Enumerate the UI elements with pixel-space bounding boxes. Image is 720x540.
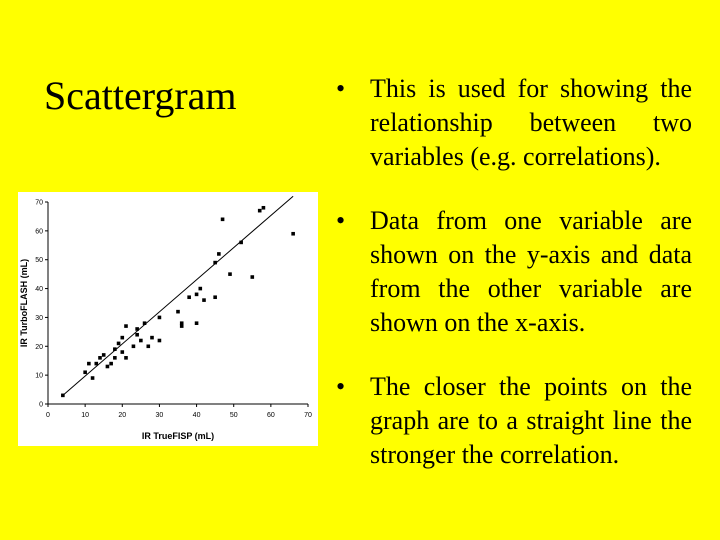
scatter-point [117,342,121,346]
x-tick-label: 70 [304,412,312,419]
scatter-point [102,353,106,357]
bullet-list [330,72,692,502]
scatter-point [109,362,113,366]
scatter-point [250,275,254,279]
bullet-text: This is used for showing the relationship between two variables (e.g. correlations). [370,74,692,171]
x-tick-label: 60 [266,412,275,419]
scatter-point [120,350,124,354]
scatter-plot-svg [18,192,318,446]
scatter-point [221,218,225,222]
bullet-item [330,370,692,472]
scatter-point [113,356,117,360]
scatter-point [61,394,65,398]
scatter-point [113,347,117,351]
scatter-point [158,339,162,343]
bullet-glyph: • [336,206,346,235]
scatter-point [198,287,202,291]
bullet-glyph: • [336,372,346,401]
x-tick-label: 0 [46,412,50,419]
bullet-glyph: • [336,74,346,103]
scatter-point [135,333,139,337]
x-tick-label: 10 [81,412,90,419]
scatter-point [124,324,128,328]
y-tick-label: 60 [35,228,43,236]
scatter-point [83,370,87,374]
x-tick-label: 50 [229,412,238,419]
trend-line [63,196,293,395]
y-tick-label: 0 [39,401,43,409]
scatter-point [258,209,262,213]
bullet-text: The closer the points on the graph are to a straight line the stronger the correlation. [370,372,692,469]
scatter-point [187,295,191,299]
y-tick-label: 40 [35,286,43,294]
scatter-point [143,321,147,325]
y-axis-label: IR TurboFLASH (mL) [19,258,29,348]
scatter-point [146,344,150,348]
bullet-text: Data from one variable are shown on the y-axis and data from the other variable are shown on the x-axis. [370,206,692,337]
scatter-point [262,206,266,210]
scatter-point [135,327,139,331]
x-tick-label: 40 [192,412,201,419]
scatter-point [228,272,232,276]
scatter-point [195,293,199,297]
scatter-point [150,336,154,340]
scatter-point [158,316,162,320]
scatter-point [94,362,98,366]
scatter-point [195,321,199,325]
scatter-point [87,362,91,366]
y-tick-label: 70 [35,199,43,207]
bullet-item [330,204,692,340]
y-tick-label: 30 [35,314,43,322]
scatter-point [176,310,180,314]
scatter-point [132,344,136,348]
x-tick-label: 30 [155,412,164,419]
y-tick-label: 20 [35,343,43,351]
y-tick-label: 50 [35,257,43,265]
scatter-point [106,365,110,369]
x-axis-label: IR TrueFISP (mL) [141,431,215,441]
scatter-point [239,241,243,245]
slide-title: Scattergram [44,73,237,118]
scatter-point [291,232,295,236]
scatter-point [124,356,128,360]
scatter-point [202,298,206,302]
scatter-point [139,339,143,343]
scatter-point [217,252,221,256]
scatter-chart [18,192,318,446]
scatter-point [91,376,95,380]
scatter-point [180,321,184,325]
x-tick-label: 20 [118,412,127,419]
scatter-point [213,261,217,265]
scatter-point [213,295,217,299]
y-tick-label: 10 [35,372,43,380]
bullet-item [330,72,692,174]
scatter-point [98,356,102,360]
scatter-point [120,336,124,340]
